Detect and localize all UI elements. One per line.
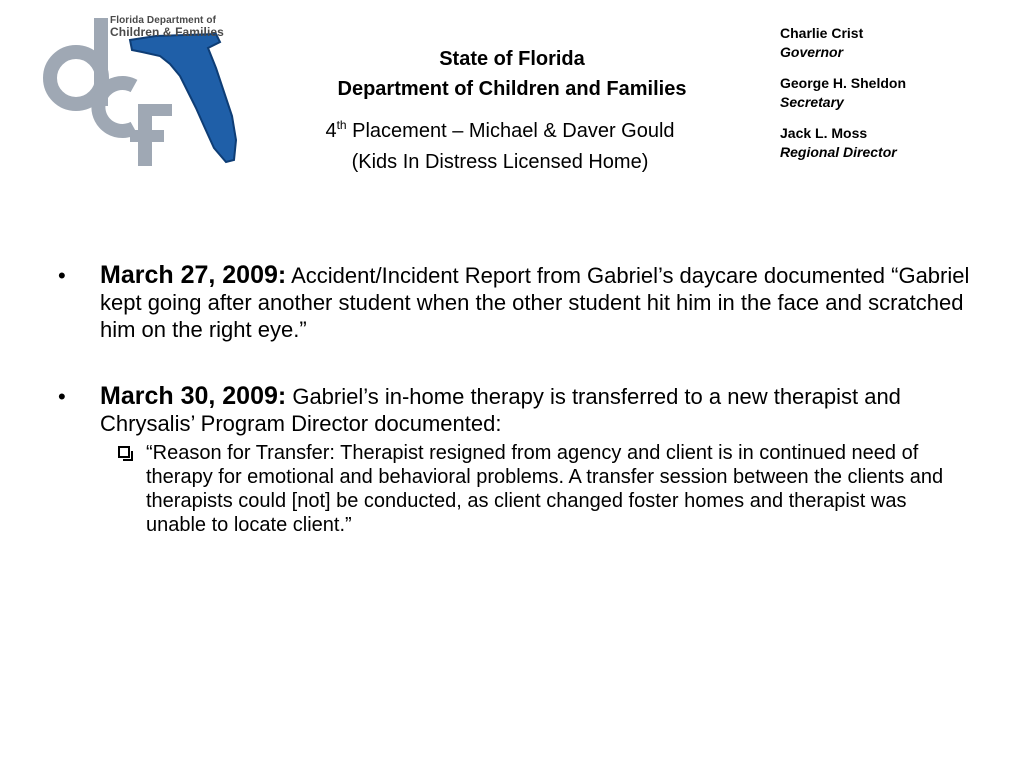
slide-content <box>58 262 978 577</box>
checkbox-bullet-icon <box>118 446 130 458</box>
subtitle-ordinal-suffix: th <box>336 118 347 132</box>
official-governor <box>780 24 1000 62</box>
bullet-text: Accident/Incident Report from Gabriel’s daycare documented “Gabriel kept going after another student when the other student hit him in the face and scratched him on the right eye.” <box>100 263 970 342</box>
bullet-date: March 30, 2009: <box>100 382 287 410</box>
official-name: Jack L. Moss <box>780 125 868 141</box>
officials-list <box>780 24 1000 174</box>
bullet-item <box>58 383 978 537</box>
official-name: George H. Sheldon <box>780 75 907 91</box>
logo-caption <box>110 15 224 39</box>
official-name: Charlie Crist <box>780 25 864 41</box>
bullet-dot-icon: • <box>58 384 66 409</box>
official-role: Regional Director <box>780 144 897 160</box>
sub-bullet-text: “Reason for Transfer: Therapist resigned from agency and client is in continued need of therapy for emotional and behavioral problems. A transfer session between the clients and therapists could [not] be conducted, as client changed foster homes and therapist was unable to locate client.” <box>146 442 944 536</box>
bullet-date: March 27, 2009: <box>100 261 287 289</box>
dcf-logo <box>38 12 238 168</box>
page-subtitle <box>250 116 750 178</box>
official-role: Secretary <box>780 94 844 110</box>
subtitle-line-2: (Kids In Distress Licensed Home) <box>351 151 649 173</box>
title-line-2: Department of Children and Families <box>337 78 687 100</box>
bullet-item <box>58 262 978 343</box>
official-regional-director <box>780 124 1000 162</box>
subtitle-placement-text: Placement – Michael & Daver Gould <box>346 120 675 142</box>
subtitle-line-1 <box>250 116 750 147</box>
logo-caption-line2: Children & Families <box>110 25 224 39</box>
page-title <box>270 44 754 104</box>
logo-caption-line1: Florida Department of <box>110 15 216 26</box>
subtitle-ordinal: 4 <box>325 120 337 142</box>
official-role: Governor <box>780 44 844 60</box>
official-secretary <box>780 74 1000 112</box>
sub-bullet-item <box>100 441 966 537</box>
title-line-1: State of Florida <box>439 48 585 70</box>
bullet-text: Gabriel’s in-home therapy is transferred to a new therapist and Chrysalis’ Program Director documented: <box>100 384 901 436</box>
bullet-dot-icon: • <box>58 263 66 288</box>
